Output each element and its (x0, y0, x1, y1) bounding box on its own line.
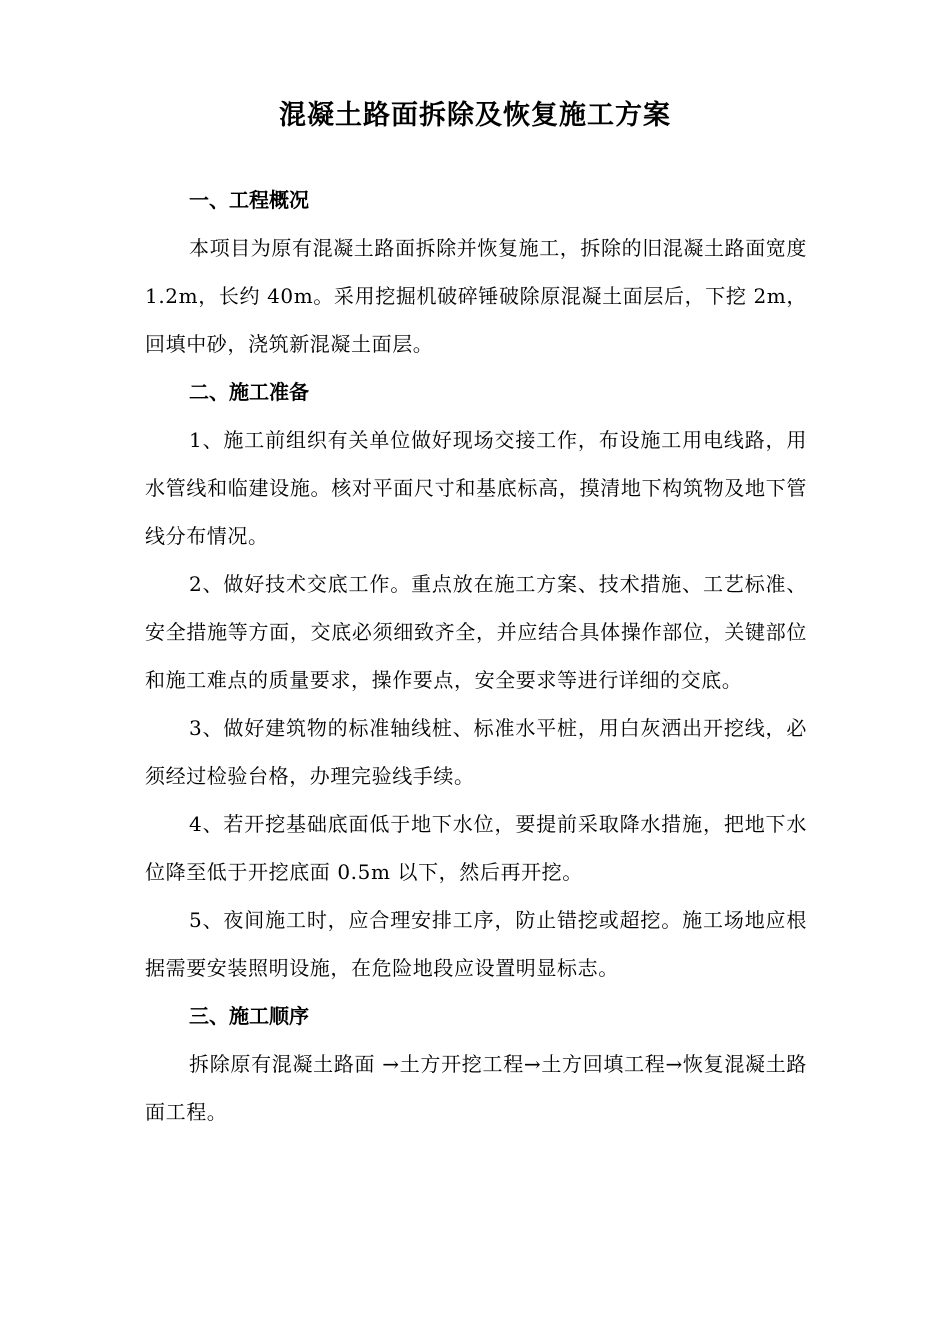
paragraph: 3、做好建筑物的标准轴线桩、标准水平桩，用白灰洒出开挖线，必须经过检验台格，办理完验线手续。 (145, 716, 807, 788)
section-heading: 二、施工准备 (189, 380, 309, 404)
section-heading: 三、施工顺序 (189, 1004, 309, 1028)
paragraph: 5、夜间施工时，应合理安排工序，防止错挖或超挖。施工场地应根据需要安装照明设施，在危险地段应设置明显标志。 (145, 908, 807, 980)
paragraph: 4、若开挖基础底面低于地下水位，要提前采取降水措施，把地下水位降至低于开挖底面 0.5m 以下，然后再开挖。 (145, 812, 807, 884)
section-overview (145, 176, 807, 368)
document-title: 混凝土路面拆除及恢复施工方案 (279, 100, 671, 131)
section-preparation (145, 368, 807, 992)
paragraph: 本项目为原有混凝土路面拆除并恢复施工，拆除的旧混凝土路面宽度 1.2m，长约 40m。采用挖掘机破碎锤破除原混凝土面层后，下挖 2m，回填中砂，浇筑新混凝土面层。 (145, 236, 807, 356)
paragraph: 拆除原有混凝土路面 →土方开挖工程→土方回填工程→恢复混凝土路面工程。 (145, 1052, 807, 1124)
paragraph: 1、施工前组织有关单位做好现场交接工作，布设施工用电线路，用水管线和临建设施。核对平面尺寸和基底标高，摸清地下构筑物及地下管线分布情况。 (145, 428, 807, 548)
section-sequence (145, 992, 807, 1136)
document-body (145, 176, 807, 1136)
section-heading: 一、工程概况 (189, 188, 309, 212)
paragraph: 2、做好技术交底工作。重点放在施工方案、技术措施、工艺标准、安全措施等方面，交底必须细致齐全，并应结合具体操作部位，关键部位和施工难点的质量要求，操作要点，安全要求等进行详细的交底。 (145, 572, 807, 692)
